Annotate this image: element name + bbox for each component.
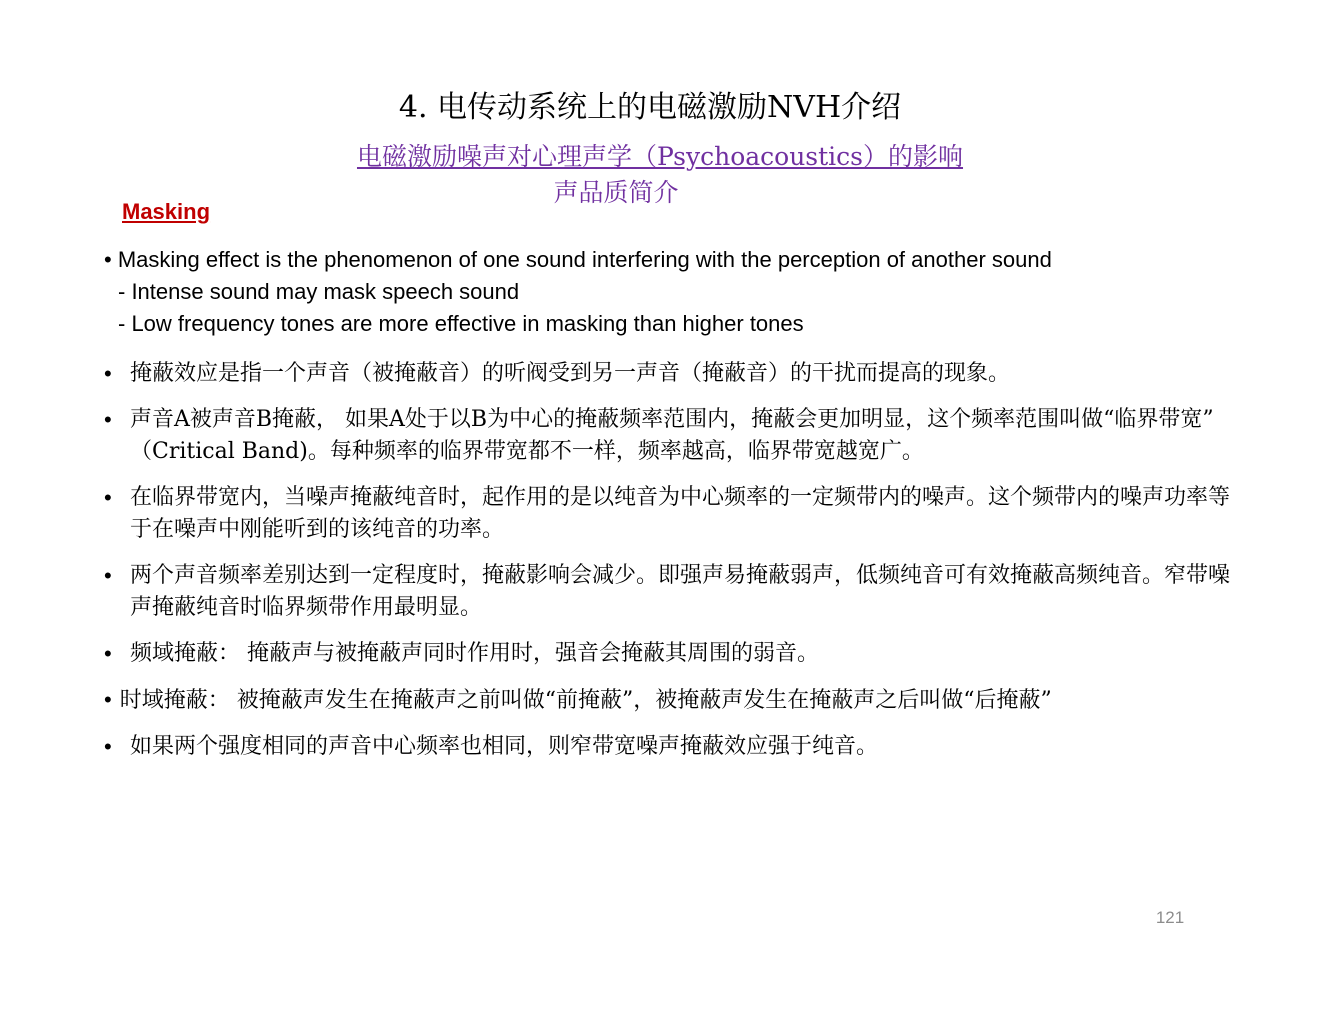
section-label-masking: Masking — [122, 199, 211, 224]
list-item-text: 频域掩蔽： 掩蔽声与被掩蔽声同时作用时，强音会掩蔽其周围的弱音。 — [130, 641, 819, 666]
chinese-bullet-list — [104, 358, 1234, 777]
bullet-icon: • — [104, 407, 112, 432]
bullet-icon: • — [104, 563, 112, 588]
bullet-icon: • — [104, 247, 112, 272]
list-item-text: 在临界带宽内，当噪声掩蔽纯音时，起作用的是以纯音为中心频率的一定频带内的噪声。这个频带内的噪声功率等于在噪声中刚能听到的该纯音的功率。 — [130, 485, 1231, 542]
bullet-icon: • — [104, 641, 112, 666]
list-item — [104, 560, 1234, 624]
slide-subtitle-secondary: 声品质简介 — [553, 178, 679, 207]
list-item — [104, 482, 1234, 546]
list-item — [104, 358, 1234, 390]
list-item-text: 两个声音频率差别达到一定程度时，掩蔽影响会减少。即强声易掩蔽弱声，低频纯音可有效掩蔽高频纯音。窄带噪声掩蔽纯音时临界频带作用最明显。 — [130, 563, 1231, 620]
bullet-icon: • — [104, 687, 112, 712]
list-item — [104, 684, 1234, 717]
slide-title: 4. 电传动系统上的电磁激励NVH介绍 — [398, 90, 902, 125]
list-item — [104, 731, 1234, 763]
page-number: 121 — [1155, 908, 1185, 927]
bullet-icon: • — [104, 361, 112, 386]
slide-subtitle: 电磁激励噪声对心理声学（Psychoacoustics）的影响 — [356, 142, 964, 171]
list-item — [104, 404, 1234, 468]
english-text: Masking effect is the phenomenon of one sound interfering with the perception of another sound — [117, 247, 1052, 272]
list-item — [104, 638, 1234, 670]
english-description — [104, 244, 1224, 340]
english-line-sub: - Intense sound may mask speech sound — [118, 279, 520, 304]
list-item-text: 时域掩蔽： 被掩蔽声发生在掩蔽声之前叫做“前掩蔽”，被掩蔽声发生在掩蔽声之后叫做“后掩蔽” — [119, 688, 1052, 713]
english-line-sub: - Low frequency tones are more effective in masking than higher tones — [118, 311, 804, 336]
list-item-text: 掩蔽效应是指一个声音（被掩蔽音）的听阀受到另一声音（掩蔽音）的干扰而提高的现象。 — [130, 361, 1011, 386]
list-item-text: 声音A被声音B掩蔽， 如果A处于以B为中心的掩蔽频率范围内，掩蔽会更加明显，这个频率范围叫做“临界带宽” （Critical Band)。每种频率的临界带宽都不一样，频率越高，临界带宽越宽广。 — [130, 407, 1214, 464]
bullet-icon: • — [104, 485, 112, 510]
english-line-main — [104, 244, 1224, 276]
list-item-text: 如果两个强度相同的声音中心频率也相同，则窄带宽噪声掩蔽效应强于纯音。 — [130, 734, 879, 759]
bullet-icon: • — [104, 734, 112, 759]
